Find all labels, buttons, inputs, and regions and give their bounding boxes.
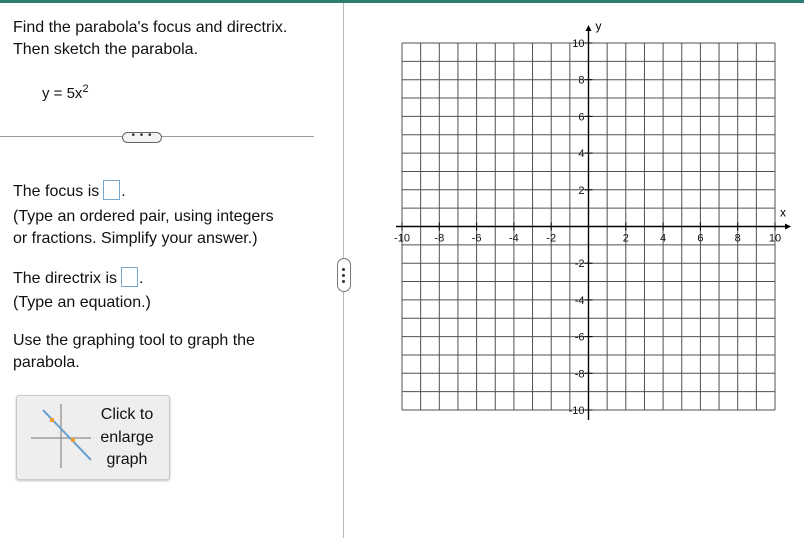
panel-resize-handle[interactable] [337, 258, 351, 292]
enlarge-label-line-2: enlarge [100, 428, 154, 446]
enlarge-label-line-1: Click to [100, 406, 154, 423]
x-tick-label: 8 [734, 232, 741, 245]
focus-hint-line-2: or fractions. Simplify your answer.) [13, 230, 258, 247]
x-tick-label: -10 [394, 232, 410, 245]
y-tick-label: -8 [574, 368, 585, 381]
focus-hint-line-1: (Type an ordered pair, using integers [13, 208, 274, 225]
x-tick-label: -6 [471, 232, 482, 245]
x-tick-label: 4 [660, 232, 667, 245]
question-line-1: Find the parabola's focus and directrix. [13, 19, 288, 36]
y-tick-label: 6 [578, 111, 585, 124]
axes [396, 25, 791, 420]
focus-prompt [13, 180, 126, 202]
question-panel [0, 3, 343, 538]
directrix-prefix: The directrix is [13, 270, 118, 287]
graph-instruction-line-2: parabola. [13, 354, 80, 371]
focus-suffix: . [121, 183, 126, 200]
enlarge-button-label [93, 404, 161, 472]
x-tick-label: -4 [509, 232, 519, 245]
focus-answer-input[interactable] [103, 180, 120, 200]
enlarge-label-line-3: graph [106, 451, 148, 468]
x-axis-label: x [780, 205, 786, 220]
directrix-suffix: . [139, 270, 144, 287]
graph-thumbnail-icon [29, 402, 93, 472]
focus-prefix: The focus is [13, 183, 100, 200]
x-axis-arrow [785, 224, 791, 230]
x-tick-label: 10 [768, 232, 782, 245]
y-axis-label: y [595, 19, 602, 33]
directrix-answer-input[interactable] [121, 267, 138, 287]
equation-base: y = 5x [42, 85, 83, 102]
graph-instruction-line-1: Use the graphing tool to graph the [13, 332, 255, 349]
show-more-button[interactable]: • • • [122, 132, 162, 143]
x-tick-label: 6 [697, 232, 704, 245]
y-tick-label: 8 [578, 74, 585, 87]
y-tick-label: -4 [574, 294, 585, 307]
directrix-prompt [13, 267, 143, 289]
y-tick-label: -10 [568, 405, 585, 417]
question-line-2: Then sketch the parabola. [13, 41, 199, 58]
x-tick-label: -2 [546, 232, 557, 245]
y-axis-arrow [586, 25, 592, 31]
directrix-hint: (Type an equation.) [13, 294, 151, 311]
y-tick-label: 2 [578, 184, 585, 197]
equation-exponent: 2 [82, 83, 89, 95]
x-tick-label: -8 [434, 232, 445, 245]
y-tick-label: -6 [574, 331, 585, 344]
y-tick-label: 10 [572, 38, 585, 50]
y-tick-label: -2 [574, 258, 585, 271]
y-tick-label: 4 [578, 148, 585, 161]
equation [42, 83, 89, 102]
x-tick-label: 2 [622, 232, 629, 245]
enlarge-graph-button[interactable] [16, 395, 170, 480]
coordinate-graph[interactable] [355, 3, 804, 433]
